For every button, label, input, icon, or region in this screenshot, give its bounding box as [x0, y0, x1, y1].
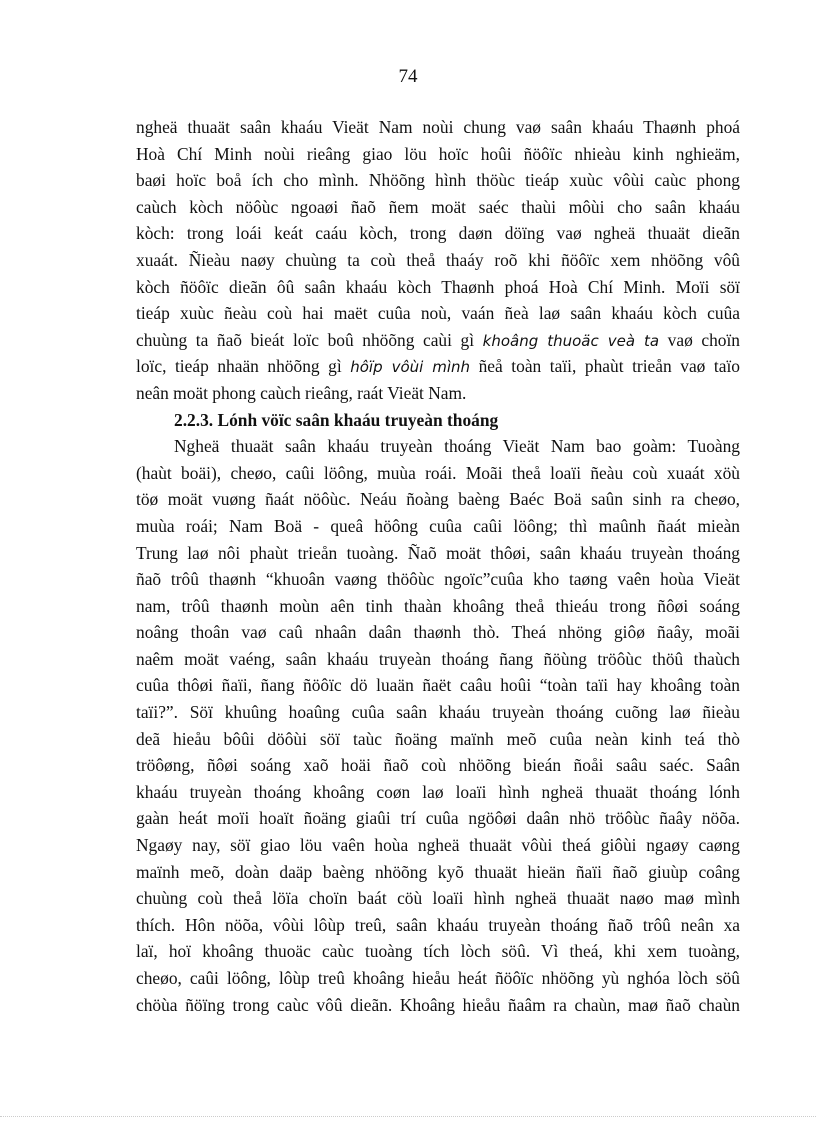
text-line: muùa roái; Nam Boä - queâ höông cuûa caûi löông; thì maûnh ñaát mieàn	[136, 515, 740, 536]
text-line: Ngheä thuaät saân khaáu truyeàn thoáng Vieät Nam bao goàm: Tuoàng	[174, 436, 740, 457]
text-line: (haùt boäi), cheøo, caûi löông, muùa roái. Moãi theå loaïi ñeàu coù xuaát xöù	[136, 462, 740, 483]
text-line: khaáu truyeàn thoáng khoâng coøn laø loaïi hình ngheä thuaät thoáng lónh	[136, 781, 740, 802]
text-line: töø moät vuøng ñaát nöôùc. Neáu ñoàng baèng Baéc Boä saûn sinh ra cheøo,	[136, 489, 740, 510]
section-heading: 2.2.3. Lónh vöïc saân khaáu truyeàn thoáng	[174, 409, 499, 430]
text-segment: ñeå toàn taïi, phaùt trieån vaø taïo	[470, 356, 740, 377]
text-line	[136, 353, 740, 380]
text-line: kòch ñöôïc dieãn ôû saân khaáu kòch Thaønh phoá Hoà Chí Minh. Moïi söï	[136, 276, 740, 297]
text-line: naêm moät vaéng, saân khaáu truyeàn thoáng ñang ñöùng tröôùc thöû thaùch	[136, 648, 740, 669]
page-number: 74	[398, 66, 418, 87]
paragraph-traditional-theatre	[136, 433, 740, 1018]
text-line: Ngaøy nay, söï giao löu vaên hoùa ngheä thuaät vôùi theá giôùi ngaøy caøng	[136, 835, 740, 856]
text-line: noâng thoân vaø caû nhaân daân thaønh thò. Theá nhöng giôø ñaây, moãi	[136, 622, 740, 643]
text-line: chuùng coù theå löïa choïn baát cöù loaïi hình ngheä thuaät naøo maø mình	[136, 888, 740, 909]
text-line: baøi hoïc boå ích cho mình. Nhöõng hình thöùc tieáp xuùc vôùi caùc phong	[136, 170, 740, 191]
italic-phrase: hôïp vôùi mình	[350, 358, 471, 377]
text-line: cheøo, caûi löông, lôùp treû khoâng hieåu heát ñöôïc nhöõng yù nghóa lòch söû	[136, 968, 740, 988]
text-segment: vaø choïn	[659, 329, 740, 350]
text-line: taïi?”. Söï khuûng hoaûng cuûa saân khaáu truyeàn thoáng cuõng laø ñieàu	[136, 702, 740, 723]
text-segment: chuùng ta ñaõ bieát loïc boû nhöõng caùi gì	[136, 329, 483, 350]
text-line: ñaõ trôû thaønh “khuoân vaøng thöôùc ngoïc”cuûa kho taøng vaên hoùa Vieät	[136, 569, 740, 590]
text-line: laï, hoï khoâng thuoäc caùc tuoàng tích lòch söû. Vì theá, khi xem tuoàng,	[136, 941, 740, 962]
text-line: kòch: trong loái keát caáu kòch, trong daøn döïng vaø ngheä thuaät dieãn	[136, 223, 740, 244]
text-line: xuaát. Ñieàu naøy chuùng ta coù theå thaáy roõ khi ñöôïc xem nhöõng vôû	[136, 249, 740, 270]
text-segment: loïc, tieáp nhaän nhöõng gì	[136, 356, 351, 377]
text-line	[136, 327, 740, 354]
text-line: gaàn heát moïi hoaït ñoäng giaûi trí cuûa ngöôøi daân nhö tröôùc ñaây nöõa.	[136, 808, 740, 829]
text-line: Trung laø nôi phaùt trieån tuoàng. Ñaõ moät thôøi, saân khaáu truyeàn thoáng	[136, 542, 740, 563]
text-line: thích. Hôn nöõa, vôùi lôùp treû, saân khaáu truyeàn thoáng ñaõ trôû neân xa	[136, 914, 740, 935]
text-line: chöùa ñöïng trong caùc vôû dieãn. Khoâng hieåu ñaâm ra chaùn, maø ñaõ chaùn	[136, 994, 740, 1015]
text-line: ngheä thuaät saân khaáu Vieät Nam noùi chung vaø saân khaáu Thaønh phoá	[136, 117, 740, 137]
page-bottom-edge	[0, 1116, 816, 1117]
text-line: caùch kòch nöôùc ngoaøi ñaõ ñem moät saéc thaùi môùi cho saân khaáu	[136, 196, 740, 217]
italic-phrase: khoâng thuoäc veà ta	[482, 331, 660, 350]
text-line: tieáp xuùc ñeàu coù hai maët cuûa noù, vaán ñeà laø saân khaáu kòch cuûa	[136, 303, 740, 324]
text-line: tröôøng, ñôøi soáng xaõ hoäi ñaõ coù nhöõng bieán ñoåi saâu saéc. Saân	[136, 755, 740, 776]
text-line: maïnh meõ, doàn daäp baèng nhöõng kyõ thuaät hieän ñaïi ñaõ giuùp coâng	[136, 861, 740, 882]
paragraph-influence	[136, 114, 740, 407]
text-line: nam, trôû thaønh moùn aên tinh thaàn khoâng theå thieáu trong ñôøi soáng	[136, 595, 740, 616]
text-line: cuûa thôøi ñaïi, ñang ñöôïc dö luaän ñaët caâu hoûi “toàn taïi hay khoâng toàn	[136, 675, 740, 696]
text-line: deã hieåu bôûi döôùi söï taùc ñoäng maïnh meõ cuûa neàn kinh teá thò	[136, 728, 740, 749]
page-body	[136, 114, 740, 1018]
text-line: Hoà Chí Minh noùi rieâng giao löu hoïc hoûi ñöôïc nhieàu kinh nghieäm,	[136, 143, 740, 164]
text-line: neân moät phong caùch rieâng, raát Vieät Nam.	[136, 382, 467, 403]
